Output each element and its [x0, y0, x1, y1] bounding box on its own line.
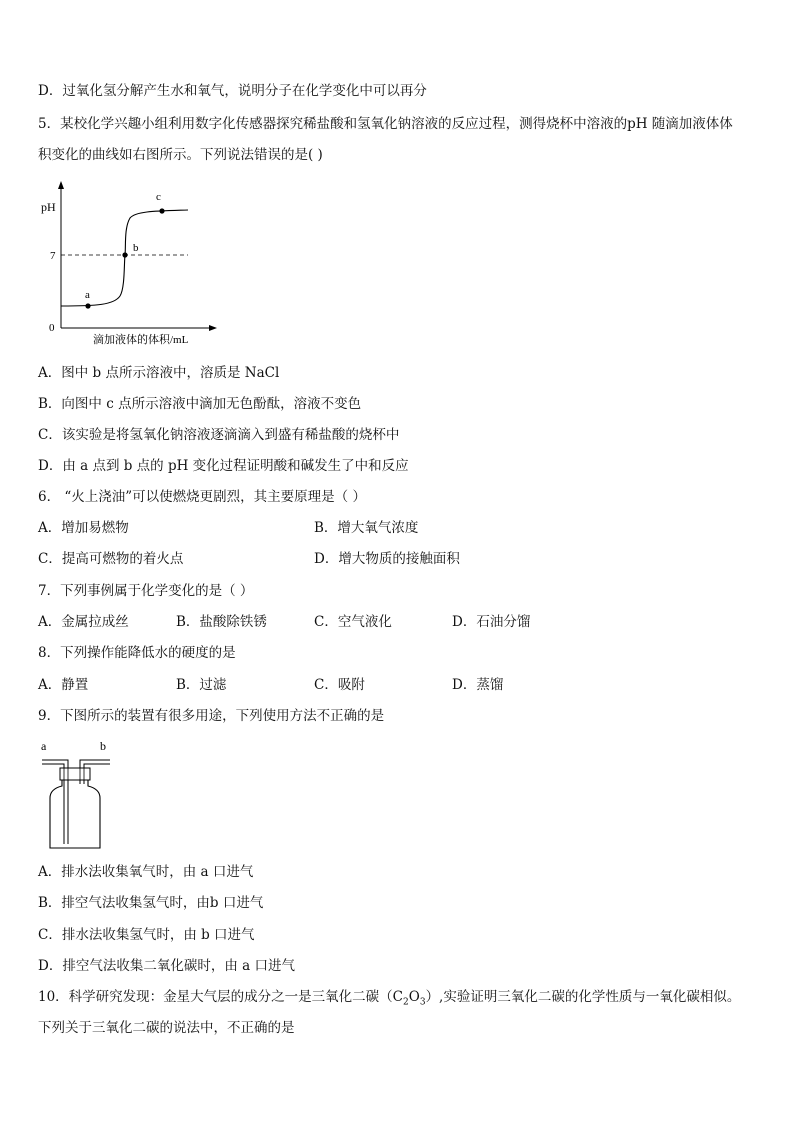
q6-option-d: D．增大物质的接触面积 — [314, 551, 460, 567]
q4-option-d: D．过氧化氢分解产生水和氧气，说明分子在化学变化中可以再分 — [38, 83, 427, 99]
point-c — [159, 208, 164, 213]
bottle — [50, 780, 100, 848]
q6-option-a: A．增加易燃物 — [38, 520, 129, 536]
x-axis-label: 滴加液体的体积/mL — [93, 334, 189, 346]
q5-option-a: A．图中 b 点所示溶液中，溶质是 NaCl — [38, 365, 280, 381]
point-b — [122, 252, 127, 257]
x-axis-arrow — [209, 325, 217, 331]
q10-sub-3: 3 — [419, 997, 426, 1008]
q5-option-b: B．向图中 c 点所示溶液中滴加无色酚酞，溶液不变色 — [38, 396, 362, 412]
q5-stem-line2: 积变化的曲线如右图所示。下列说法错误的是( ) — [38, 147, 323, 163]
q10-formula-o: O — [408, 989, 420, 1005]
point-c-label: c — [156, 191, 161, 203]
y-axis-label: pH — [41, 200, 56, 214]
point-a — [85, 303, 90, 308]
tube-b-label: b — [100, 739, 106, 753]
y-axis-arrow — [58, 181, 64, 189]
q8-stem: 8．下列操作能降低水的硬度的是 — [38, 645, 236, 661]
q8-option-d: D．蒸馏 — [452, 677, 504, 693]
q9-stem: 9．下图所示的装置有很多用途，下列使用方法不正确的是 — [38, 708, 385, 724]
q8-option-a: A．静置 — [38, 677, 89, 693]
q7-option-d: D．石油分馏 — [452, 614, 531, 630]
q7-option-b: B．盐酸除铁锈 — [176, 614, 267, 630]
gas-collecting-bottle-diagram — [36, 736, 116, 850]
q7-stem: 7．下列事例属于化学变化的是（ ） — [38, 583, 254, 599]
q9-option-b: B．排空气法收集氢气时，由b 口进气 — [38, 895, 264, 911]
origin-label: 0 — [49, 322, 55, 334]
q8-option-b: B．过滤 — [176, 677, 227, 693]
q9-option-d: D．排空气法收集二氧化碳时，由 a 口进气 — [38, 958, 295, 974]
q10-sub-2: 2 — [403, 997, 409, 1008]
q8-option-c: C．吸附 — [314, 677, 365, 693]
ph-curve-graph — [36, 178, 226, 348]
ph-curve — [61, 210, 188, 306]
q5-option-d: D．由 a 点到 b 点的 pH 变化过程证明酸和碱发生了中和反应 — [38, 458, 409, 474]
point-a-label: a — [85, 289, 90, 301]
point-b-label: b — [133, 242, 139, 254]
q6-option-b: B．增大氧气浓度 — [314, 520, 419, 536]
q5-stem-line1: 5．某校化学兴趣小组利用数字化传感器探究稀盐酸和氢氧化钠溶液的反应过程，测得烧杯中溶液的pH 随滴加液体体 — [38, 116, 733, 132]
tick-7-label: 7 — [50, 250, 56, 262]
q10-stem-pre: 10．科学研究发现：金星大气层的成分之一是三氧化二碳（C — [38, 989, 404, 1005]
q10-stem-post: ）,实验证明三氧化二碳的化学性质与一氧化碳相似。 — [425, 989, 741, 1005]
stopper — [60, 768, 90, 780]
tube-a-label: a — [41, 739, 47, 753]
q7-option-c: C．空气液化 — [314, 614, 392, 630]
q6-option-c: C．提高可燃物的着火点 — [38, 551, 184, 567]
q5-option-c: C．该实验是将氢氧化钠溶液逐滴滴入到盛有稀盐酸的烧杯中 — [38, 427, 400, 443]
q7-option-a: A．金属拉成丝 — [38, 614, 129, 630]
q10-stem-line1 — [38, 988, 740, 1012]
q10-stem-line2: 下列关于三氧化二碳的说法中，不正确的是 — [38, 1020, 295, 1036]
q6-stem: 6． “火上浇油”可以使燃烧更剧烈，其主要原理是（ ） — [38, 489, 366, 505]
q9-option-c: C．排水法收集氢气时，由 b 口进气 — [38, 927, 255, 943]
q9-option-a: A．排水法收集氧气时，由 a 口进气 — [38, 864, 254, 880]
